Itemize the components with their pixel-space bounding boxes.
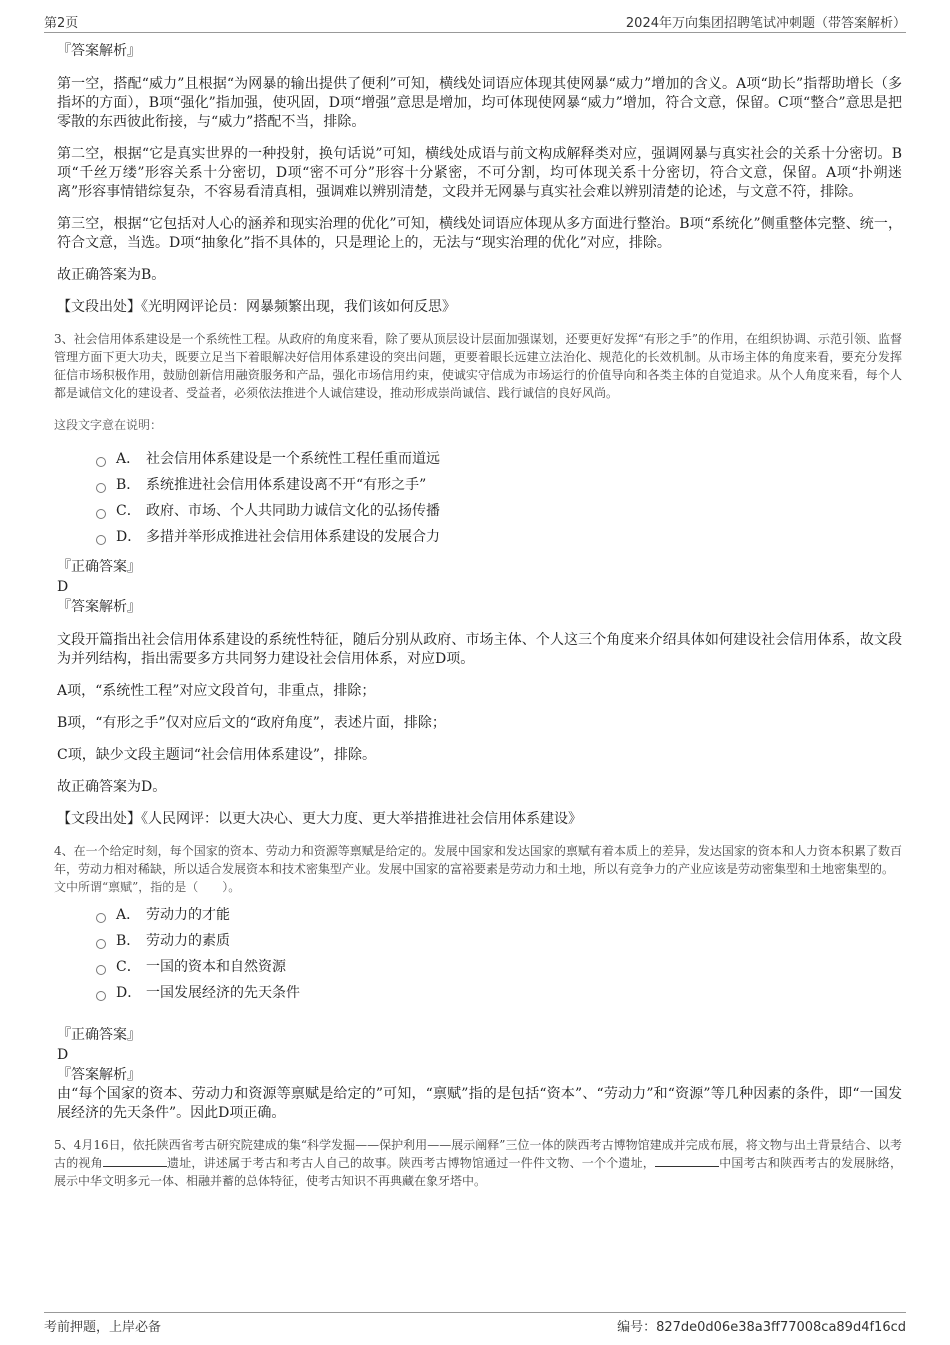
page-content <box>52 42 902 1190</box>
page-header <box>44 12 906 33</box>
q3-conclusion: 故正确答案为D。 <box>57 779 167 795</box>
q2-source-text: 《光明网评论员：网暴频繁出现，我们该如何反思》 <box>141 299 456 315</box>
q4-option-a[interactable]: A． 劳动力的才能 <box>96 901 902 927</box>
radio-icon[interactable] <box>96 483 106 493</box>
q3-analysis-para-3: B项，“有形之手”仅对应后文的“政府角度”，表述片面，排除； <box>57 715 446 731</box>
q4-analysis-label: 『答案解析』 <box>57 1067 141 1083</box>
q3-stem: 3、社会信用体系建设是一个系统性工程。从政府的角度来看，除了要从顶层设计层面加强谋划，还要更好发挥“有形之手”的作用，在组织协调、示范引领、监督管理方面下更大功夫，既要立足当下着眼解决好信用体系建设的突出问题，更要着眼长远建立法治化、规范化的长效机制。从市场主体的角度来看，要充分发挥征信市场积极作用，鼓励创新信用融资服务和产品，强化市场信用约束，使诚实守信成为市场运行的价值导向和各类主体的自觉追求。从个人角度来看，每个人都是诚信文化的建设者、受益者，必须依法推进个人诚信建设，推动形成崇尚诚信、践行诚信的良好风尚。 <box>54 332 902 400</box>
q2-analysis-para-3: 第三空，根据“它包括对人心的涵养和现实治理的优化”可知，横线处词语应体现从多方面进行整治。B项“系统化”侧重整体完整、统一，符合文意，当选。D项“抽象化”指不具体的，只是理论上的，无法与“现实治理的优化”对应，排除。 <box>57 216 902 251</box>
q3-analysis-label: 『答案解析』 <box>57 599 141 615</box>
q3-prompt: 这段文字意在说明： <box>54 418 163 432</box>
document-id: 编号：827de0d06e38a3ff77008ca89d4f16cd <box>617 1320 906 1335</box>
q3-option-a[interactable]: A． 社会信用体系建设是一个系统性工程任重而道远 <box>96 445 902 471</box>
q4-stem: 4、在一个给定时刻，每个国家的资本、劳动力和资源等禀赋是给定的。发展中国家和发达国家的禀赋有着本质上的差异，发达国家的资本和人力资本积累了数百年，劳动力相对稀缺，所以适合发展资本和技术密集型产业。发展中国家的富裕要素是劳动力和土地，所以有竞争力的产业应该是劳动密集型和土地密集型的。 <box>54 844 902 876</box>
q4-prompt: 文中所谓“禀赋”，指的是（ ）。 <box>54 880 241 894</box>
answer-blank <box>655 1154 719 1167</box>
page-number: 第2页 <box>44 16 79 31</box>
q3-answer-label: 『正确答案』 <box>57 559 141 575</box>
radio-icon[interactable] <box>96 939 106 949</box>
radio-icon[interactable] <box>96 535 106 545</box>
radio-icon[interactable] <box>96 457 106 467</box>
document-title: 2024年万向集团招聘笔试冲刺题（带答案解析） <box>625 16 906 31</box>
q3-option-c[interactable]: C． 政府、市场、个人共同助力诚信文化的弘扬传播 <box>96 497 902 523</box>
page-footer <box>44 1312 906 1335</box>
q4-analysis: 由“每个国家的资本、劳动力和资源等禀赋是给定的”可知，“禀赋”指的是包括“资本”、“劳动力”和“资源”等几种因素的条件，即“一国发展经济的先天条件”。因此D项正确。 <box>57 1086 902 1121</box>
footer-slogan: 考前押题，上岸必备 <box>44 1320 162 1335</box>
q2-analysis-para-1: 第一空，搭配“威力”且根据“为网暴的输出提供了便利”可知，横线处词语应体现其使网暴“威力”增加的含义。A项“助长”指帮助增长（多指坏的方面），B项“强化”指加强，使巩固，D项“增强”意思是增加，均可体现使网暴“威力”增加，符合文意，保留。C项“整合”意思是把零散的东西彼此衔接，与“威力”搭配不当，排除。 <box>57 76 902 130</box>
q4-option-d[interactable]: D． 一国发展经济的先天条件 <box>96 979 902 1005</box>
radio-icon[interactable] <box>96 965 106 975</box>
radio-icon[interactable] <box>96 991 106 1001</box>
q2-analysis-label: 『答案解析』 <box>57 43 141 59</box>
q4-options <box>96 901 902 1005</box>
answer-blank <box>103 1154 167 1167</box>
radio-icon[interactable] <box>96 913 106 923</box>
q2-source-label: 【文段出处】 <box>57 299 141 315</box>
q4-option-c[interactable]: C． 一国的资本和自然资源 <box>96 953 902 979</box>
q3-option-b[interactable]: B． 系统推进社会信用体系建设离不开“有形之手” <box>96 471 902 497</box>
q2-analysis-para-2: 第二空，根据“它是真实世界的一种投射，换句话说”可知，横线处成语与前文构成解释类对应，强调网暴与真实社会的关系十分密切。B项“千丝万缕”形容关系十分密切，D项“密不可分”形容十分紧密，不可分割，均可体现关系十分密切，符合文意，保留。A项“扑朔迷离”形容事情错综复杂，不容易看清真相，强调难以辨别清楚，文段并无网暴与真实社会难以辨别清楚的论述，与文意不符，排除。 <box>57 146 902 200</box>
q3-answer: D <box>57 579 69 595</box>
q3-source-label: 【文段出处】 <box>57 811 141 827</box>
q3-source <box>57 810 902 829</box>
q5-stem: 5、4月16日，依托陕西省考古研究院建成的集“科学发掘——保护利用——展示阐释”三位一体的陕西考古博物馆建成并完成布展，将文物与出土背景结合、以考古的视角 遗址，讲述属于考古和考古人自己的故事。陕西考古博物馆通过一件件文物、一个个遗址， 中国考古和陕西考古的发展脉络，展示中华文明多元一体、相融并蓄的总体特征，使考古知识不再典藏在象牙塔中。 <box>54 1138 902 1188</box>
q3-option-d[interactable]: D． 多措并举形成推进社会信用体系建设的发展合力 <box>96 523 902 549</box>
q2-source <box>57 298 902 317</box>
q4-answer-label: 『正确答案』 <box>57 1027 141 1043</box>
q3-options <box>96 445 902 549</box>
q4-answer: D <box>57 1047 69 1063</box>
q4-option-b[interactable]: B． 劳动力的素质 <box>96 927 902 953</box>
radio-icon[interactable] <box>96 509 106 519</box>
q2-conclusion: 故正确答案为B。 <box>57 267 166 283</box>
q3-analysis-para-2: A项，“系统性工程”对应文段首句，非重点，排除； <box>57 683 376 699</box>
q3-source-text: 《人民网评：以更大决心、更大力度、更大举措推进社会信用体系建设》 <box>141 811 582 827</box>
q3-analysis-para-4: C项，缺少文段主题词“社会信用体系建设”，排除。 <box>57 747 377 763</box>
q3-analysis-para-1: 文段开篇指出社会信用体系建设的系统性特征，随后分别从政府、市场主体、个人这三个角度来介绍具体如何建设社会信用体系，故文段为并列结构，指出需要多方共同努力建设社会信用体系，对应D项。 <box>57 632 902 667</box>
